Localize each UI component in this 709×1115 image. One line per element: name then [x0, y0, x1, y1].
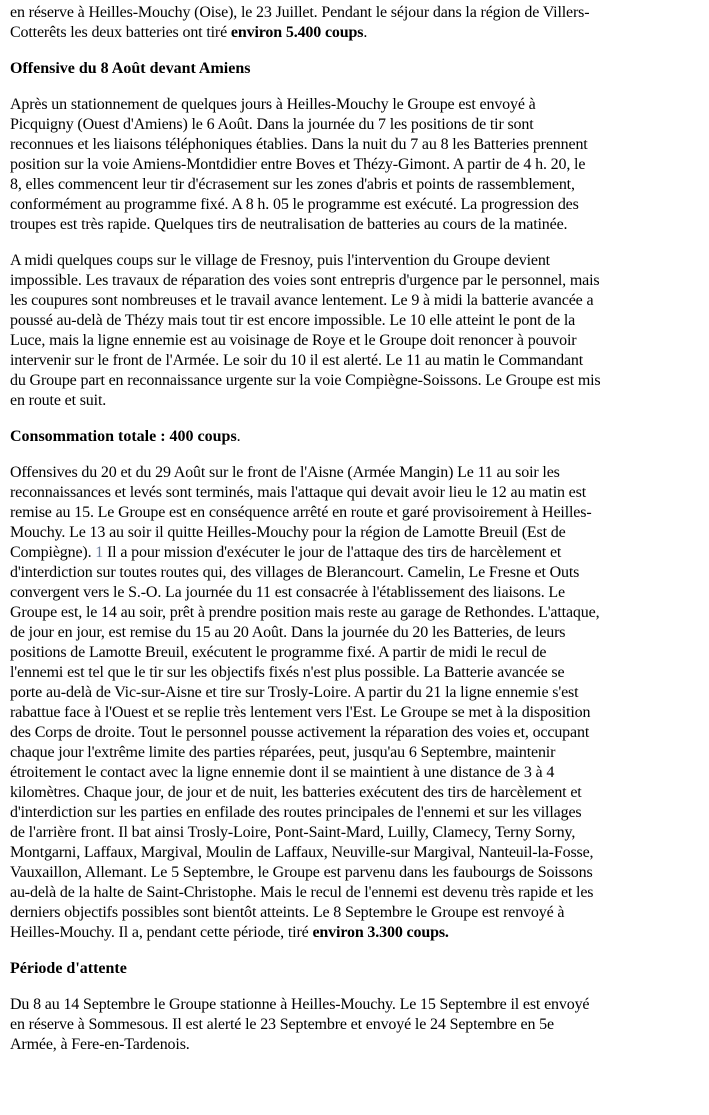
text-line: Du 8 au 14 Septembre le Groupe stationne à Heilles-Mouchy. Le 15 Septembre il est envoyé — [10, 996, 590, 1013]
text-line: reconnues et les liaisons téléphoniques établies. Dans la nuit du 7 au 8 les Batteries prennent — [10, 136, 588, 153]
text-run: Cotterêts les deux batteries ont tiré — [10, 24, 231, 41]
text-line: Offensives du 20 et du 29 Août sur le front de l'Aisne (Armée Mangin) Le 11 au soir les — [10, 464, 560, 481]
shots-count-emphasis: environ 3.300 coups. — [312, 924, 449, 941]
heading-text: Consommation totale : 400 coups — [10, 428, 237, 445]
text-line: de l'arrière front. Il bat ainsi Trosly-Loire, Pont-Saint-Mard, Luilly, Clamecy, Terny Sorny, — [10, 824, 576, 841]
text-run: . — [363, 24, 368, 41]
text-line: au-delà de la halte de Saint-Christophe. Mais le recul de l'ennemi est devenu très rapide et les — [10, 884, 594, 901]
section2-paragraph — [10, 463, 709, 943]
text-line — [10, 23, 709, 43]
text-line: en réserve à Sommesous. Il est alerté le 23 Septembre et envoyé le 24 Septembre en 5e — [10, 1016, 554, 1033]
text-line: en route et suit. — [10, 392, 107, 409]
section1-paragraph-2 — [10, 251, 709, 411]
text-line: Mouchy. Le 13 au soir il quitte Heilles-Mouchy pour la région de Lamotte Breuil (Est de — [10, 524, 566, 541]
text-line: intervenir sur le front de l'Armée. Le soir du 10 il est alerté. Le 11 au matin le Commandant — [10, 352, 584, 369]
text-line: A midi quelques coups sur le village de Fresnoy, puis l'intervention du Groupe devient — [10, 252, 550, 269]
text-line: des Corps de droite. Tout le personnel pousse activement la réparation des voies et, occupant — [10, 724, 590, 741]
text-line: convergent vers le S.-O. La journée du 11 est consacrée à l'établissement des liaisons. Le — [10, 584, 565, 601]
heading-period: . — [236, 428, 241, 445]
text-line: d'interdiction sur toutes routes qui, des villages de Blerancourt. Camelin, Le Fresne et Outs — [10, 564, 580, 581]
text-line: impossible. Les travaux de réparation des voies sont entrepris d'urgence par le personnel, mais — [10, 272, 600, 289]
document-page — [0, 3, 709, 1055]
text-line: du Groupe part en reconnaissance urgente sur la voie Compiègne-Soissons. Le Groupe est mis — [10, 372, 601, 389]
text-line — [10, 543, 709, 563]
text-run: Heilles-Mouchy. Il a, pendant cette période, tiré — [10, 924, 313, 941]
text-line: Picquigny (Ouest d'Amiens) le 6 Août. Dans la journée du 7 les positions de tir sont — [10, 116, 534, 133]
text-line: Armée, à Fere-en-Tardenois. — [10, 1036, 190, 1053]
intro-paragraph — [10, 3, 709, 43]
text-line: rabattue face à l'Ouest et se replie très lentement vers l'Est. Le Groupe se met à la disposition — [10, 704, 591, 721]
text-line: poussé au-delà de Thézy mais tout tir est encore impossible. Le 10 elle atteint le pont de la — [10, 312, 576, 329]
text-line: 8, elles commencent leur tir d'écrasement sur les zones d'abris et points de rassemblement, — [10, 176, 575, 193]
section-heading-periode-attente: Période d'attente — [10, 960, 127, 977]
text-line: positions de Lamotte Breuil, exécutent le programme fixé. A partir de midi le recul de — [10, 644, 547, 661]
text-line: les coupures sont nombreuses et le travail avance lentement. Le 9 à midi la batterie avancée a — [10, 292, 594, 309]
text-line: Vauxaillon, Allemant. Le 5 Septembre, le Groupe est parvenu dans les faubourgs de Soissons — [10, 864, 593, 881]
text-run: Compiègne). — [10, 544, 96, 561]
section-heading-offensive-amiens: Offensive du 8 Août devant Amiens — [10, 60, 251, 77]
text-line: porte au-delà de Vic-sur-Aisne et tire sur Trosly-Loire. A partir du 21 la ligne ennemie s'est — [10, 684, 579, 701]
footnote-reference-link[interactable]: 1 — [95, 544, 104, 561]
section1-paragraph-1 — [10, 95, 709, 235]
section3-paragraph — [10, 995, 709, 1055]
text-line: Groupe est, le 14 au soir, prêt à prendre position mais reste au garage de Rethondes. L'attaque, — [10, 604, 600, 621]
text-line: chaque jour l'extrême limite des parties réparées, peut, jusqu'au 6 Septembre, maintenir — [10, 744, 556, 761]
text-line: conformément au programme fixé. A 8 h. 05 le programme est exécuté. La progression des — [10, 196, 579, 213]
text-line: de jour en jour, est remise du 15 au 20 Août. Dans la journée du 20 les Batteries, de leurs — [10, 624, 566, 641]
text-line: remise au 15. Le Groupe est en conséquence arrêté en route et garé provisoirement à Heilles- — [10, 504, 592, 521]
section-heading-consommation — [10, 427, 709, 447]
text-line: derniers objectifs possibles sont bientôt atteints. Le 8 Septembre le Groupe est renvoyé à — [10, 904, 565, 921]
text-line: étroitement le contact avec la ligne ennemie dont il se maintient à une distance de 3 à 4 — [10, 764, 555, 781]
text-line: en réserve à Heilles-Mouchy (Oise), le 23 Juillet. Pendant le séjour dans la région de Villers- — [10, 4, 590, 21]
text-line: position sur la voie Amiens-Montdidier entre Boves et Thézy-Gimont. A partir de 4 h. 20, le — [10, 156, 586, 173]
text-line: Montgarni, Laffaux, Margival, Moulin de Laffaux, Neuville-sur Margival, Nanteuil-la-Fosse, — [10, 844, 594, 861]
text-line — [10, 923, 709, 943]
text-line: Luce, mais la ligne ennemie est au voisinage de Roye et le Groupe doit renoncer à pouvoir — [10, 332, 577, 349]
text-line: l'ennemi est tel que le tir sur les objectifs fixés n'est plus possible. La Batterie avancée se — [10, 664, 565, 681]
text-line: reconnaissances et levés sont terminés, mais l'attaque qui devait avoir lieu le 12 au matin est — [10, 484, 587, 501]
text-line: Après un stationnement de quelques jours à Heilles-Mouchy le Groupe est envoyé à — [10, 96, 536, 113]
shots-count-emphasis: environ 5.400 coups — [230, 24, 364, 41]
text-line: d'interdiction sur les parties en enfilade des routes principales de l'ennemi et sur les villages — [10, 804, 582, 821]
text-line: troupes est très rapide. Quelques tirs de neutralisation de batteries au cours de la matinée. — [10, 216, 568, 233]
text-line: kilomètres. Chaque jour, de jour et de nuit, les batteries exécutent des tirs de harcèlement et — [10, 784, 582, 801]
text-run: Il a pour mission d'exécuter le jour de l'attaque des tirs de harcèlement et — [103, 544, 562, 561]
